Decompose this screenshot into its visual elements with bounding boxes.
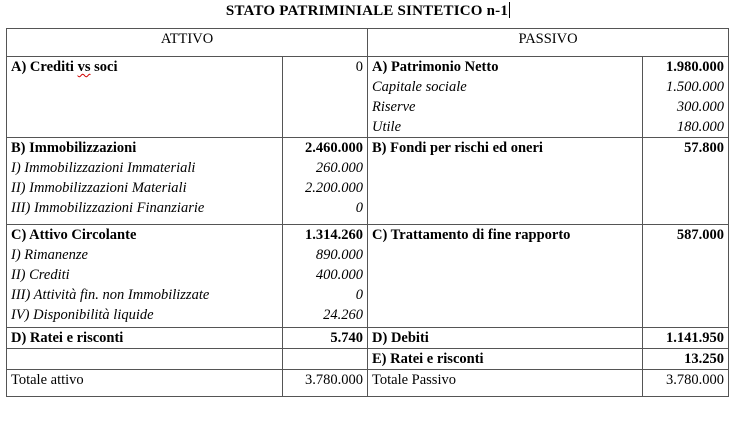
total-passivo-value: 3.780.000 bbox=[643, 370, 729, 397]
attivo-item-value: 24.260 bbox=[323, 307, 364, 323]
attivo-item-label: I) Immobilizzazioni Immateriali bbox=[11, 160, 196, 176]
attivo-section-value: 0 bbox=[355, 59, 364, 75]
attivo-section-value: 5.740 bbox=[330, 330, 364, 346]
passivo-section-label: B) Fondi per rischi ed oneri bbox=[372, 140, 543, 156]
attivo-item-label: III) Attività fin. non Immobilizzate bbox=[11, 287, 210, 303]
text-cursor bbox=[509, 2, 510, 18]
attivo-empty-value-cell bbox=[283, 349, 368, 370]
passivo-item-label: Capitale sociale bbox=[372, 79, 467, 95]
attivo-item-value: 400.000 bbox=[315, 267, 364, 283]
passivo-item-label: Riserve bbox=[372, 99, 416, 115]
attivo-value-cell bbox=[283, 225, 368, 328]
attivo-value-cell bbox=[283, 57, 368, 138]
passivo-section-label: A) Patrimonio Netto bbox=[372, 59, 499, 75]
attivo-label-cell bbox=[7, 138, 283, 225]
header-passivo: PASSIVO bbox=[368, 29, 729, 57]
total-attivo-label: Totale attivo bbox=[7, 370, 283, 397]
total-attivo-value: 3.780.000 bbox=[283, 370, 368, 397]
attivo-item-label: III) Immobilizzazioni Finanziarie bbox=[11, 200, 205, 216]
attivo-item-value: 890.000 bbox=[315, 247, 364, 263]
attivo-section-label: C) Attivo Circolante bbox=[11, 227, 137, 243]
header-attivo: ATTIVO bbox=[7, 29, 368, 57]
attivo-label-cell bbox=[7, 328, 283, 349]
table-row bbox=[7, 349, 729, 370]
table-row bbox=[7, 328, 729, 349]
table-row bbox=[7, 225, 729, 328]
table-row bbox=[7, 57, 729, 138]
attivo-label-cell bbox=[7, 225, 283, 328]
passivo-item-value: 300.000 bbox=[676, 99, 725, 115]
attivo-section-label: B) Immobilizzazioni bbox=[11, 140, 137, 156]
passivo-value-cell bbox=[643, 57, 729, 138]
passivo-section-label: E) Ratei e risconti bbox=[372, 351, 484, 367]
passivo-section-value: 13.250 bbox=[684, 351, 725, 367]
attivo-item-value: 260.000 bbox=[315, 160, 364, 176]
passivo-section-label: C) Trattamento di fine rapporto bbox=[372, 227, 571, 243]
passivo-item-label: Utile bbox=[372, 119, 402, 135]
attivo-item-label: II) Crediti bbox=[11, 267, 70, 283]
table-row bbox=[7, 138, 729, 225]
attivo-section-label: D) Ratei e risconti bbox=[11, 330, 124, 346]
attivo-section-value: 1.314.260 bbox=[305, 227, 364, 243]
passivo-label-cell bbox=[368, 138, 643, 225]
attivo-item-label: IV) Disponibilità liquide bbox=[11, 307, 154, 323]
passivo-section-label: D) Debiti bbox=[372, 330, 429, 346]
passivo-section-value: 1.980.000 bbox=[666, 59, 725, 75]
passivo-item-value: 1.500.000 bbox=[666, 79, 725, 95]
attivo-item-label: II) Immobilizzazioni Materiali bbox=[11, 180, 187, 196]
header-row bbox=[7, 29, 729, 57]
passivo-label-cell bbox=[368, 225, 643, 328]
attivo-item-value: 2.200.000 bbox=[305, 180, 364, 196]
attivo-section-value: 2.460.000 bbox=[305, 140, 364, 156]
attivo-label-cell bbox=[7, 57, 283, 138]
totals-row bbox=[7, 370, 729, 397]
passivo-section-value: 587.000 bbox=[676, 227, 725, 243]
attivo-section-label: A) Crediti vs soci bbox=[11, 59, 118, 75]
spellcheck-underline: vs bbox=[77, 59, 91, 75]
title-text: STATO PATRIMINIALE SINTETICO n-1 bbox=[225, 3, 509, 19]
attivo-empty-cell bbox=[7, 349, 283, 370]
attivo-value-cell bbox=[283, 138, 368, 225]
document-title bbox=[0, 0, 736, 26]
passivo-section-value: 1.141.950 bbox=[666, 330, 725, 346]
total-passivo-label: Totale Passivo bbox=[368, 370, 643, 397]
passivo-value-cell bbox=[643, 225, 729, 328]
attivo-item-value: 0 bbox=[355, 200, 364, 216]
attivo-value-cell bbox=[283, 328, 368, 349]
passivo-value-cell bbox=[643, 328, 729, 349]
passivo-label-cell bbox=[368, 328, 643, 349]
passivo-section-value: 57.800 bbox=[684, 140, 725, 156]
passivo-label-cell bbox=[368, 57, 643, 138]
attivo-item-value: 0 bbox=[355, 287, 364, 303]
passivo-item-value: 180.000 bbox=[676, 119, 725, 135]
balance-sheet-table bbox=[6, 28, 729, 397]
passivo-label-cell bbox=[368, 349, 643, 370]
passivo-value-cell bbox=[643, 349, 729, 370]
passivo-value-cell bbox=[643, 138, 729, 225]
attivo-item-label: I) Rimanenze bbox=[11, 247, 88, 263]
